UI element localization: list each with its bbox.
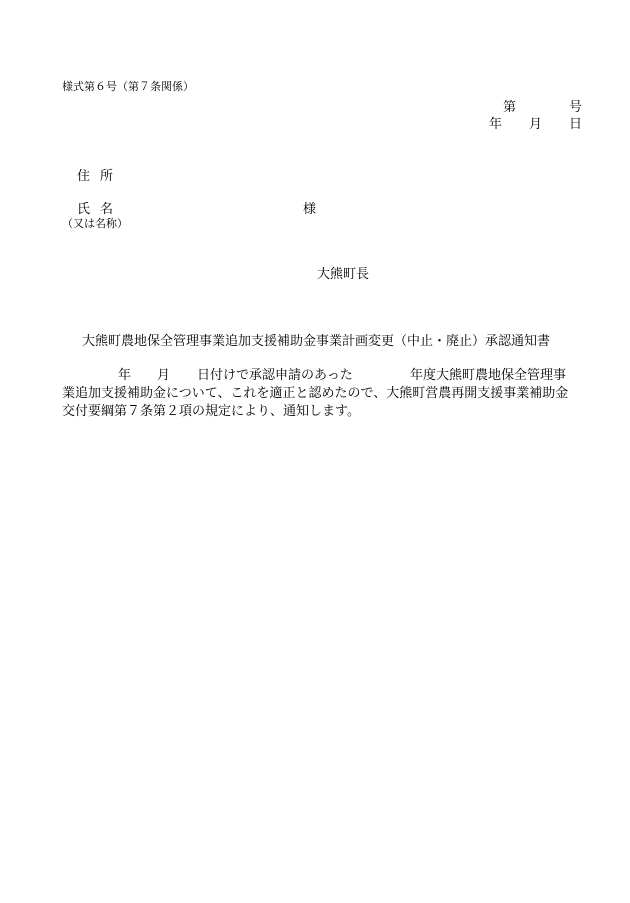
document-title: 大熊町農地保全管理事業追加支援補助金事業計画変更（中止・廃止）承認通知書 <box>82 334 551 349</box>
body-year-label: 年 <box>118 368 132 383</box>
date-month-label: 月 <box>529 117 543 132</box>
name-label: 氏名 <box>77 202 124 217</box>
honorific: 様 <box>303 202 317 217</box>
date-year-label: 年 <box>489 117 503 132</box>
body-month-label: 月 <box>157 368 171 383</box>
body-line-2: 業追加支援補助金について、これを適正と認めたので、大熊町営農再開支援事業補助金 <box>62 386 569 401</box>
form-number: 様式第６号（第７条関係） <box>62 80 194 93</box>
document-number-prefix: 第 <box>503 100 517 115</box>
date-day-label: 日 <box>569 117 583 132</box>
sender-title: 大熊町長 <box>317 267 370 282</box>
name-note: （又は名称） <box>62 217 128 230</box>
address-label: 住所 <box>77 169 124 184</box>
body-line-1-fiscal-year: 年度大熊町農地保全管理事 <box>410 368 567 383</box>
document-number-suffix: 号 <box>569 100 583 115</box>
body-line-3: 交付要綱第７条第２項の規定により、通知します。 <box>62 404 360 419</box>
body-line-1: 日付けで承認申請のあった <box>197 368 353 383</box>
